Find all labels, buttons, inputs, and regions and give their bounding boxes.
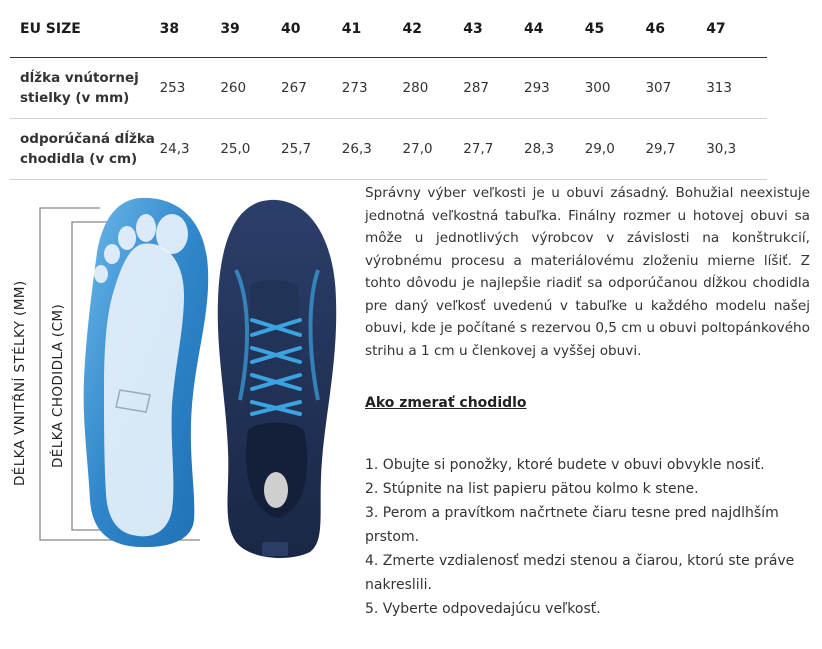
size-header-cell: 38 xyxy=(160,0,221,58)
size-header-cell: 43 xyxy=(463,0,524,58)
row-label xyxy=(10,58,160,119)
how-to-measure-heading: Ako zmerať chodidlo xyxy=(365,395,527,411)
list-item: 4. Zmerte vzdialenosť medzi stenou a čiarou, ktorú ste práve nakreslili. xyxy=(365,552,795,593)
size-header-cell: 47 xyxy=(706,0,767,58)
table-cell: 25,7 xyxy=(281,119,342,180)
size-header-cell: 45 xyxy=(585,0,646,58)
size-header-cell: 41 xyxy=(342,0,403,58)
shoe-graphic xyxy=(218,200,336,558)
foot-length-label: DÉLKA CHODIDLA (CM) xyxy=(50,303,66,468)
insole-graphic xyxy=(84,198,209,547)
size-header-cell: 42 xyxy=(403,0,464,58)
table-cell: 253 xyxy=(160,58,221,119)
table-cell: 267 xyxy=(281,58,342,119)
list-item: 1. Obujte si ponožky, ktoré budete v obuvi obvykle nosiť. xyxy=(365,456,765,473)
table-cell: 273 xyxy=(342,58,403,119)
row-label-line: stielky (v mm) xyxy=(20,90,130,106)
table-cell: 313 xyxy=(706,58,767,119)
table-row-foot-length xyxy=(10,119,767,180)
intro-paragraph: Správny výber veľkosti je u obuvi zásadný. Bohužial neexistuje jednotná veľkostná tabuľka. Finálny rozmer u hotovej obuvi sa môže u jednotlivých výrobcov v závislosti na konštrukcií, výrobnému procesu a materiálovému zloženiu mierne líšiť. Z tohto dôvodu je najlepšie riadiť sa odporúčanou dĺžkou chodidla pre daný veľkosť uvedenú v tabuľke u každého modelu našej obuvi, kde je počítané s rezervou 0,5 cm u obuvi poltopánkového strihu a 1 cm u členkovej a vyššej obuvi. xyxy=(365,185,810,359)
eu-size-header: EU SIZE xyxy=(10,0,160,58)
table-cell: 307 xyxy=(645,58,706,119)
table-cell: 26,3 xyxy=(342,119,403,180)
table-cell: 300 xyxy=(585,58,646,119)
size-table xyxy=(10,0,767,180)
row-label-line: chodidla (v cm) xyxy=(20,151,138,167)
list-item: 2. Stúpnite na list papieru pätou kolmo k stene. xyxy=(365,480,699,497)
row-label-line: odporúčaná dĺžka xyxy=(20,131,155,147)
table-cell: 260 xyxy=(220,58,281,119)
table-cell: 293 xyxy=(524,58,585,119)
table-cell: 27,0 xyxy=(403,119,464,180)
list-item: 3. Perom a pravítkom načrtnete čiaru tesne pred najdlhším prstom. xyxy=(365,504,779,545)
size-header-cell: 46 xyxy=(645,0,706,58)
table-cell: 27,7 xyxy=(463,119,524,180)
size-header-cell: 39 xyxy=(220,0,281,58)
insole-length-label: DÉLKA VNITŘNÍ STÉLKY (MM) xyxy=(12,280,28,486)
size-header-cell: 44 xyxy=(524,0,585,58)
list-item: 5. Vyberte odpovedajúcu veľkosť. xyxy=(365,600,601,617)
size-illustration xyxy=(0,190,360,645)
row-label xyxy=(10,119,160,180)
size-guide-text xyxy=(365,182,810,621)
row-label-line: dĺžka vnútornej xyxy=(20,70,139,86)
table-cell: 24,3 xyxy=(160,119,221,180)
table-cell: 28,3 xyxy=(524,119,585,180)
table-row-insole-length xyxy=(10,58,767,119)
size-header-cell: 40 xyxy=(281,0,342,58)
table-cell: 30,3 xyxy=(706,119,767,180)
table-cell: 29,0 xyxy=(585,119,646,180)
table-cell: 29,7 xyxy=(645,119,706,180)
size-table-header-row xyxy=(10,0,767,58)
measure-steps-list xyxy=(365,453,810,621)
table-cell: 287 xyxy=(463,58,524,119)
table-cell: 280 xyxy=(403,58,464,119)
table-cell: 25,0 xyxy=(220,119,281,180)
